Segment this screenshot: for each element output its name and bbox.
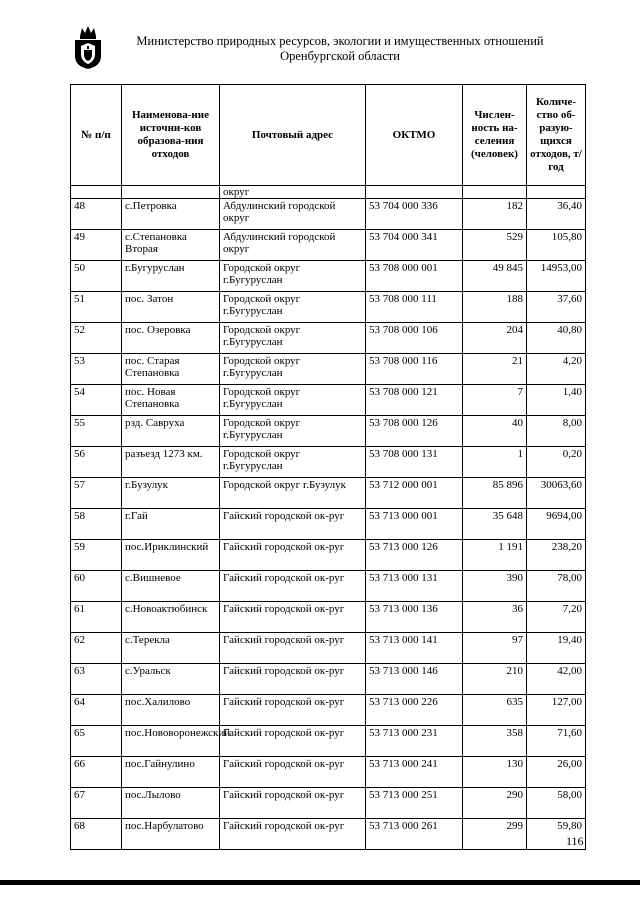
population: 188 — [463, 292, 527, 323]
table-continuation-row — [71, 186, 586, 199]
waste-amount: 42,00 — [527, 664, 586, 695]
row-number: 64 — [71, 695, 122, 726]
postal-address: Гайский городской ок-руг — [220, 757, 366, 788]
table-row — [71, 447, 586, 478]
row-number: 63 — [71, 664, 122, 695]
population: 35 648 — [463, 509, 527, 540]
header-cell: Количе-ство об-разую-щихся отходов, т/год — [527, 85, 586, 186]
population: 21 — [463, 354, 527, 385]
population: 97 — [463, 633, 527, 664]
oktmo-code: 53 713 000 231 — [366, 726, 463, 757]
table-row — [71, 354, 586, 385]
source-name: пос.Ириклинский — [122, 540, 220, 571]
population: 390 — [463, 571, 527, 602]
row-number: 52 — [71, 323, 122, 354]
oktmo-code: 53 713 000 261 — [366, 819, 463, 850]
source-name: с.Терекла — [122, 633, 220, 664]
source-name: г.Бугуруслан — [122, 261, 220, 292]
row-number: 53 — [71, 354, 122, 385]
postal-address: Гайский городской ок-руг — [220, 788, 366, 819]
waste-amount: 71,60 — [527, 726, 586, 757]
population: 40 — [463, 416, 527, 447]
waste-amount: 59,80 — [527, 819, 586, 850]
waste-amount: 40,80 — [527, 323, 586, 354]
population: 85 896 — [463, 478, 527, 509]
waste-amount: 58,00 — [527, 788, 586, 819]
postal-address: Городской округ г.Бузулук — [220, 478, 366, 509]
source-name: с.Вишневое — [122, 571, 220, 602]
waste-amount: 26,00 — [527, 757, 586, 788]
row-number: 60 — [71, 571, 122, 602]
table-cell — [122, 186, 220, 199]
waste-amount: 37,60 — [527, 292, 586, 323]
population: 290 — [463, 788, 527, 819]
page-number: 116 — [566, 834, 584, 848]
population: 210 — [463, 664, 527, 695]
postal-address: Гайский городской ок-руг — [220, 633, 366, 664]
oktmo-code: 53 708 000 131 — [366, 447, 463, 478]
row-number: 49 — [71, 230, 122, 261]
waste-amount: 127,00 — [527, 695, 586, 726]
oktmo-code: 53 708 000 121 — [366, 385, 463, 416]
population: 1 191 — [463, 540, 527, 571]
source-name: пос. Старая Степановка — [122, 354, 220, 385]
oktmo-code: 53 708 000 106 — [366, 323, 463, 354]
bottom-divider — [0, 880, 640, 885]
postal-address: Гайский городской ок-руг — [220, 695, 366, 726]
oktmo-code: 53 713 000 131 — [366, 571, 463, 602]
population: 7 — [463, 385, 527, 416]
waste-amount: 19,40 — [527, 633, 586, 664]
oktmo-code: 53 708 000 116 — [366, 354, 463, 385]
table-row — [71, 261, 586, 292]
postal-address: Городской округ г.Бугуруслан — [220, 416, 366, 447]
postal-address: Гайский городской ок-руг — [220, 571, 366, 602]
table-row — [71, 230, 586, 261]
row-number: 65 — [71, 726, 122, 757]
row-number: 68 — [71, 819, 122, 850]
waste-amount: 36,40 — [527, 199, 586, 230]
postal-address: Гайский городской ок-руг — [220, 540, 366, 571]
source-name: с.Петровка — [122, 199, 220, 230]
document-header — [110, 34, 570, 64]
waste-amount: 4,20 — [527, 354, 586, 385]
row-number: 67 — [71, 788, 122, 819]
oktmo-code: 53 713 000 241 — [366, 757, 463, 788]
postal-address: Абдулинский городской округ — [220, 230, 366, 261]
source-name: пос.Гайнулино — [122, 757, 220, 788]
postal-address: Городской округ г.Бугуруслан — [220, 261, 366, 292]
source-name: разъезд 1273 км. — [122, 447, 220, 478]
table-cell: округ — [220, 186, 366, 199]
waste-amount: 9694,00 — [527, 509, 586, 540]
waste-sources-table — [70, 84, 586, 850]
row-number: 54 — [71, 385, 122, 416]
population: 204 — [463, 323, 527, 354]
postal-address: Абдулинский городской округ — [220, 199, 366, 230]
row-number: 50 — [71, 261, 122, 292]
table-row — [71, 788, 586, 819]
header-cell: № п/п — [71, 85, 122, 186]
table-row — [71, 478, 586, 509]
population: 49 845 — [463, 261, 527, 292]
source-name: пос. Затон — [122, 292, 220, 323]
row-number: 62 — [71, 633, 122, 664]
oktmo-code: 53 713 000 136 — [366, 602, 463, 633]
population: 299 — [463, 819, 527, 850]
oktmo-code: 53 713 000 146 — [366, 664, 463, 695]
header-cell: Почтовый адрес — [220, 85, 366, 186]
source-name: пос.Нововоронежский — [122, 726, 220, 757]
table-row — [71, 540, 586, 571]
row-number: 55 — [71, 416, 122, 447]
table-row — [71, 292, 586, 323]
waste-amount: 0,20 — [527, 447, 586, 478]
table-row — [71, 757, 586, 788]
table-row — [71, 695, 586, 726]
waste-amount: 30063,60 — [527, 478, 586, 509]
table-cell — [71, 186, 122, 199]
oktmo-code: 53 708 000 126 — [366, 416, 463, 447]
waste-amount: 14953,00 — [527, 261, 586, 292]
source-name: пос.Нарбулатово — [122, 819, 220, 850]
source-name: рзд. Савруха — [122, 416, 220, 447]
table-row — [71, 664, 586, 695]
table-header-row — [71, 85, 586, 186]
oktmo-code: 53 713 000 126 — [366, 540, 463, 571]
oktmo-code: 53 713 000 251 — [366, 788, 463, 819]
oktmo-code: 53 712 000 001 — [366, 478, 463, 509]
row-number: 51 — [71, 292, 122, 323]
table-row — [71, 726, 586, 757]
table-row — [71, 416, 586, 447]
source-name: пос.Халилово — [122, 695, 220, 726]
table-row — [71, 199, 586, 230]
population: 130 — [463, 757, 527, 788]
table-row — [71, 819, 586, 850]
population: 635 — [463, 695, 527, 726]
ministry-name: Министерство природных ресурсов, экологии и имущественных отношений — [136, 34, 544, 48]
table-row — [71, 385, 586, 416]
oktmo-code: 53 713 000 226 — [366, 695, 463, 726]
table-row — [71, 323, 586, 354]
population: 1 — [463, 447, 527, 478]
postal-address: Гайский городской ок-руг — [220, 602, 366, 633]
oktmo-code: 53 704 000 341 — [366, 230, 463, 261]
population: 182 — [463, 199, 527, 230]
source-name: пос. Озеровка — [122, 323, 220, 354]
oktmo-code: 53 708 000 111 — [366, 292, 463, 323]
table-row — [71, 509, 586, 540]
population: 529 — [463, 230, 527, 261]
oktmo-code: 53 708 000 001 — [366, 261, 463, 292]
source-name: г.Бузулук — [122, 478, 220, 509]
row-number: 57 — [71, 478, 122, 509]
row-number: 61 — [71, 602, 122, 633]
oktmo-code: 53 713 000 141 — [366, 633, 463, 664]
population: 358 — [463, 726, 527, 757]
header-cell: Наименова-ние источни-ков образова-ния отходов — [122, 85, 220, 186]
row-number: 48 — [71, 199, 122, 230]
waste-amount: 238,20 — [527, 540, 586, 571]
table-row — [71, 633, 586, 664]
waste-amount: 78,00 — [527, 571, 586, 602]
postal-address: Городской округ г.Бугуруслан — [220, 385, 366, 416]
source-name: пос. Новая Степановка — [122, 385, 220, 416]
waste-amount: 1,40 — [527, 385, 586, 416]
oktmo-code: 53 713 000 001 — [366, 509, 463, 540]
header-cell: Числен-ность на-селения (человек) — [463, 85, 527, 186]
table-cell — [463, 186, 527, 199]
postal-address: Городской округ г.Бугуруслан — [220, 292, 366, 323]
population: 36 — [463, 602, 527, 633]
source-name: пос.Лылово — [122, 788, 220, 819]
postal-address: Гайский городской ок-руг — [220, 509, 366, 540]
postal-address: Городской округ г.Бугуруслан — [220, 354, 366, 385]
header-cell: ОКТМО — [366, 85, 463, 186]
postal-address: Гайский городской ок-руг — [220, 819, 366, 850]
coat-of-arms-icon — [72, 24, 104, 70]
postal-address: Гайский городской ок-руг — [220, 726, 366, 757]
region-name: Оренбургской области — [280, 49, 400, 63]
table-row — [71, 571, 586, 602]
row-number: 59 — [71, 540, 122, 571]
oktmo-code: 53 704 000 336 — [366, 199, 463, 230]
source-name: с.Уральск — [122, 664, 220, 695]
row-number: 58 — [71, 509, 122, 540]
table-cell — [527, 186, 586, 199]
postal-address: Гайский городской ок-руг — [220, 664, 366, 695]
row-number: 66 — [71, 757, 122, 788]
waste-amount: 105,80 — [527, 230, 586, 261]
waste-amount: 7,20 — [527, 602, 586, 633]
source-name: г.Гай — [122, 509, 220, 540]
table-cell — [366, 186, 463, 199]
row-number: 56 — [71, 447, 122, 478]
source-name: с.Новоактюбинск — [122, 602, 220, 633]
postal-address: Городской округ г.Бугуруслан — [220, 447, 366, 478]
table-row — [71, 602, 586, 633]
postal-address: Городской округ г.Бугуруслан — [220, 323, 366, 354]
waste-amount: 8,00 — [527, 416, 586, 447]
source-name: с.Степановка Вторая — [122, 230, 220, 261]
